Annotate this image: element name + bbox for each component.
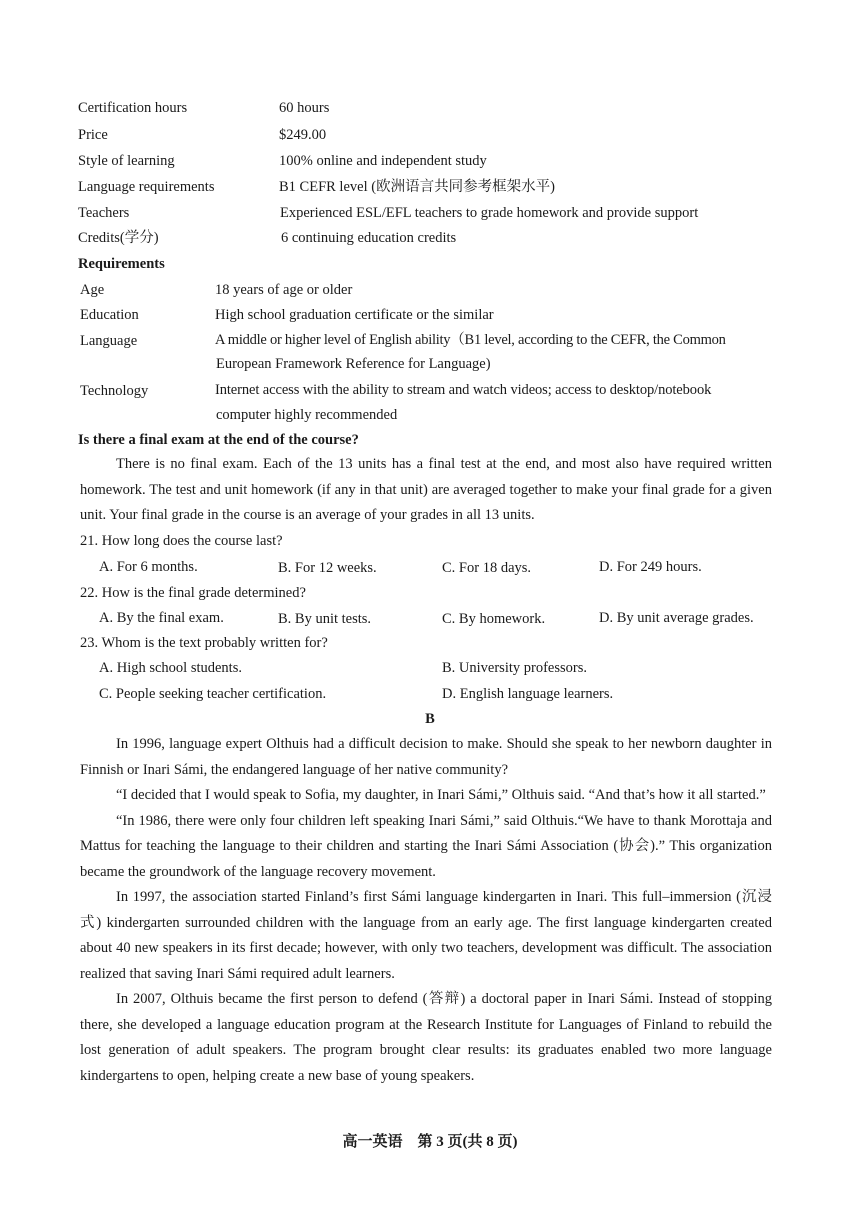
question-stem: 21. How long does the course last? [80,533,283,549]
course-info-label: Language requirements [78,179,215,195]
passage-paragraph: “I decided that I would speak to Sofia, my daughter, in Inari Sámi,” Olthuis said. “And that’s how it all started.” [116,787,766,803]
course-info-label: Style of learning [78,153,175,169]
option-a: A. By the final exam. [99,610,224,626]
passage-b [80,732,772,1089]
faq-answer [80,452,772,529]
requirement-value: High school graduation certificate or the similar [215,307,494,323]
course-info-label: Credits(学分) [78,230,159,246]
requirement-label: Age [80,282,105,298]
page-footer: 高一英语 第 3 页(共 8 页) [342,1134,518,1150]
faq-heading: Is there a final exam at the end of the course? [78,432,359,448]
option-a: A. For 6 months. [99,559,198,575]
option-c: C. People seeking teacher certification. [99,686,327,702]
requirement-value: 18 years of age or older [215,282,353,298]
question-stem: 23. Whom is the text probably written for? [80,635,328,651]
passage-paragraph: In 1996, language expert Olthuis had a difficult decision to make. Should she speak to her newborn daughter in Finnish or Inari Sámi, the endangered language of her native community? [80,736,772,778]
passage-paragraph: “In 1986, there were only four children left speaking Inari Sámi,” said Olthuis.“We have to thank Morottaja and Mattus for teaching the language to their children and starting the Inari Sámi Association (协会).” This organization became the groundwork of the language recovery movement. [80,812,772,880]
course-info-value: 6 continuing education credits [281,230,457,246]
passage-paragraph: In 2007, Olthuis became the first person to defend (答辩) a doctoral paper in Inari Sámi. Instead of stopping there, she developed a language education program at the Research Institute for Languages of Finland to rebuild the lost generation of adult speakers. The program brought clear results: its graduates enabled two more language kindergartens to open, helping create a new base of young speakers. [80,991,772,1084]
passage-paragraph: In 1997, the association started Finland’s first Sámi language kindergarten in Inari. This full–immersion (沉浸式) kindergarten surrounded children with the language from an early age. The first language kindergarten created about 40 new speakers in its first decade; however, with only two teachers, development was difficult. The association realized that saving Inari Sámi required adult learners. [80,889,772,982]
option-b: B. For 12 weeks. [278,560,377,576]
requirement-value: Internet access with the ability to stream and watch videos; access to desktop/notebook [215,382,712,398]
course-info-value: 60 hours [279,100,330,116]
option-c: C. By homework. [442,611,546,627]
requirement-label: Technology [80,383,149,399]
requirement-value: European Framework Reference for Language) [216,356,491,372]
option-c: C. For 18 days. [442,560,532,576]
question-stem: 22. How is the final grade determined? [80,585,306,601]
faq-answer-text: There is no final exam. Each of the 13 units has a final test at the end, and most also have required written homework. The test and unit homework (if any in that unit) are averaged together to make your final grade for a given unit. Your final grade in the course is an average of your grades in all 13 units. [80,456,772,523]
requirement-value: A middle or higher level of English ability（B1 level, according to the CEFR, the Common [215,332,726,348]
requirement-value: computer highly recommended [216,407,398,423]
course-info-label: Certification hours [78,100,188,116]
course-info-value: 100% online and independent study [279,153,487,169]
option-b: B. By unit tests. [278,611,372,627]
option-d: D. By unit average grades. [599,610,754,626]
option-d: D. For 249 hours. [599,559,702,575]
option-b: B. University professors. [442,660,587,676]
option-d: D. English language learners. [442,686,614,702]
course-info-label: Teachers [78,205,130,221]
course-info-value: $249.00 [279,127,327,143]
course-info-label: Price [78,127,108,143]
requirement-label: Language [80,333,138,349]
course-info-value: Experienced ESL/EFL teachers to grade homework and provide support [280,205,699,221]
requirements-heading: Requirements [78,256,165,272]
requirement-label: Education [80,307,139,323]
course-info-value: B1 CEFR level (欧洲语言共同参考框架水平) [279,179,555,195]
section-b-label: B [425,711,435,727]
option-a: A. High school students. [99,660,242,676]
